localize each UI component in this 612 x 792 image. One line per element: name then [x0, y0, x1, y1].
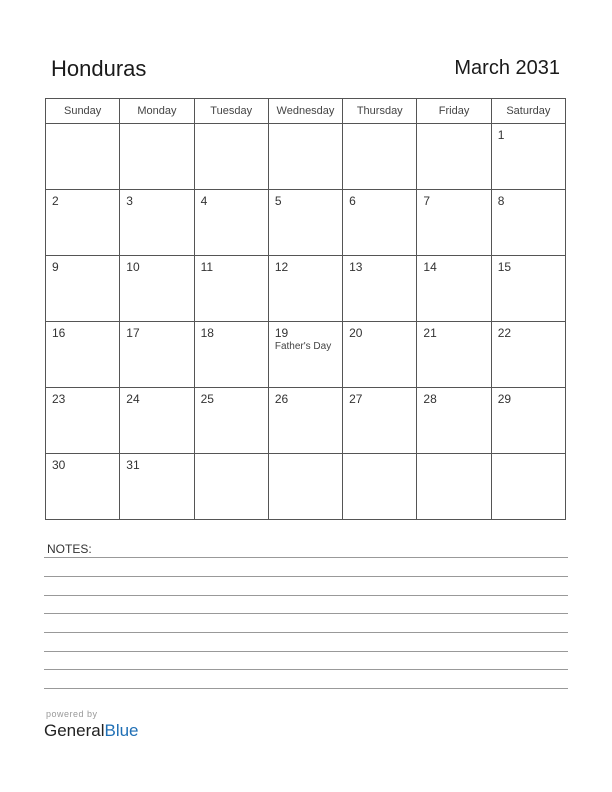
weekday-thursday: Thursday — [343, 99, 417, 124]
day-number: 3 — [126, 194, 133, 208]
day-cell — [120, 124, 194, 190]
day-cell — [46, 256, 120, 322]
notes-line — [44, 632, 568, 633]
day-number: 15 — [497, 260, 512, 274]
day-number: 23 — [52, 392, 66, 406]
day-cell — [343, 256, 417, 322]
day-number: 7 — [423, 194, 431, 208]
day-cell — [343, 190, 417, 256]
brand-text-general: General — [44, 721, 105, 740]
day-cell — [194, 454, 268, 520]
day-number: 24 — [126, 392, 140, 406]
day-number: 10 — [126, 260, 140, 274]
calendar-month-title: March 2031 — [454, 57, 560, 79]
day-number: 29 — [497, 392, 512, 406]
day-number: 12 — [274, 260, 289, 274]
weekday-saturday: Saturday — [491, 99, 565, 124]
day-cell — [120, 388, 194, 454]
day-cell — [343, 454, 417, 520]
day-cell — [491, 124, 565, 190]
day-number: 5 — [274, 194, 282, 208]
notes-line — [44, 576, 568, 577]
day-number: 17 — [126, 326, 140, 340]
day-number: 28 — [423, 392, 437, 406]
day-number: 31 — [126, 458, 140, 472]
day-cell — [417, 256, 491, 322]
day-number: 21 — [423, 326, 437, 340]
day-cell — [120, 454, 194, 520]
day-cell — [343, 388, 417, 454]
day-number: 6 — [349, 194, 356, 208]
day-cell — [194, 124, 268, 190]
day-number: 19 — [274, 326, 289, 340]
day-cell — [46, 388, 120, 454]
day-number: 1 — [497, 128, 505, 142]
calendar-country-title: Honduras — [51, 56, 147, 81]
day-cell — [46, 322, 120, 388]
day-number: 9 — [52, 260, 59, 274]
weekday-header-row — [46, 99, 566, 124]
day-cell — [194, 256, 268, 322]
powered-by-label: powered by — [46, 709, 98, 719]
notes-line — [44, 557, 568, 558]
week-row-1 — [46, 124, 566, 190]
weekday-sunday: Sunday — [46, 99, 120, 124]
day-cell — [120, 256, 194, 322]
day-cell — [268, 454, 342, 520]
day-cell — [268, 256, 342, 322]
day-number: 30 — [52, 458, 66, 472]
notes-label: NOTES: — [47, 542, 92, 556]
notes-line — [44, 613, 568, 614]
day-cell — [46, 454, 120, 520]
day-number: 4 — [200, 194, 208, 208]
day-cell — [46, 190, 120, 256]
day-cell — [417, 322, 491, 388]
day-cell — [491, 322, 565, 388]
weekday-tuesday: Tuesday — [194, 99, 268, 124]
day-cell — [268, 322, 342, 388]
day-cell — [194, 322, 268, 388]
day-number: 18 — [200, 326, 214, 340]
generalblue-logo[interactable] — [44, 721, 139, 741]
day-cell — [417, 388, 491, 454]
day-number: 25 — [200, 392, 214, 406]
day-cell — [120, 190, 194, 256]
day-cell — [417, 124, 491, 190]
week-row-2 — [46, 190, 566, 256]
week-row-5 — [46, 388, 566, 454]
weekday-monday: Monday — [120, 99, 194, 124]
day-number: 26 — [274, 392, 289, 406]
day-number: 11 — [200, 260, 214, 274]
day-cell — [343, 124, 417, 190]
holiday-label: Father's Day — [274, 341, 332, 352]
notes-line — [44, 669, 568, 670]
brand-text-blue: Blue — [104, 721, 139, 740]
day-cell — [268, 124, 342, 190]
day-cell — [491, 454, 565, 520]
day-cell — [343, 322, 417, 388]
day-cell — [120, 322, 194, 388]
day-cell — [268, 388, 342, 454]
weekday-friday: Friday — [417, 99, 491, 124]
week-row-4 — [46, 322, 566, 388]
day-number: 20 — [349, 326, 363, 340]
notes-line — [44, 651, 568, 652]
weekday-wednesday: Wednesday — [268, 99, 342, 124]
day-cell — [46, 124, 120, 190]
day-cell — [194, 190, 268, 256]
day-cell — [491, 190, 565, 256]
day-number: 22 — [497, 326, 512, 340]
day-number: 14 — [423, 260, 437, 274]
day-number: 13 — [349, 260, 363, 274]
day-cell — [491, 256, 565, 322]
day-cell — [491, 388, 565, 454]
week-row-3 — [46, 256, 566, 322]
week-row-6 — [46, 454, 566, 520]
notes-line — [44, 595, 568, 596]
day-cell — [268, 190, 342, 256]
calendar-grid — [45, 98, 566, 520]
day-number: 16 — [52, 326, 66, 340]
notes-line — [44, 688, 568, 689]
day-number: 2 — [52, 194, 59, 208]
day-number: 8 — [497, 194, 505, 208]
day-cell — [417, 190, 491, 256]
day-number: 27 — [349, 392, 363, 406]
day-cell — [194, 388, 268, 454]
day-cell — [417, 454, 491, 520]
